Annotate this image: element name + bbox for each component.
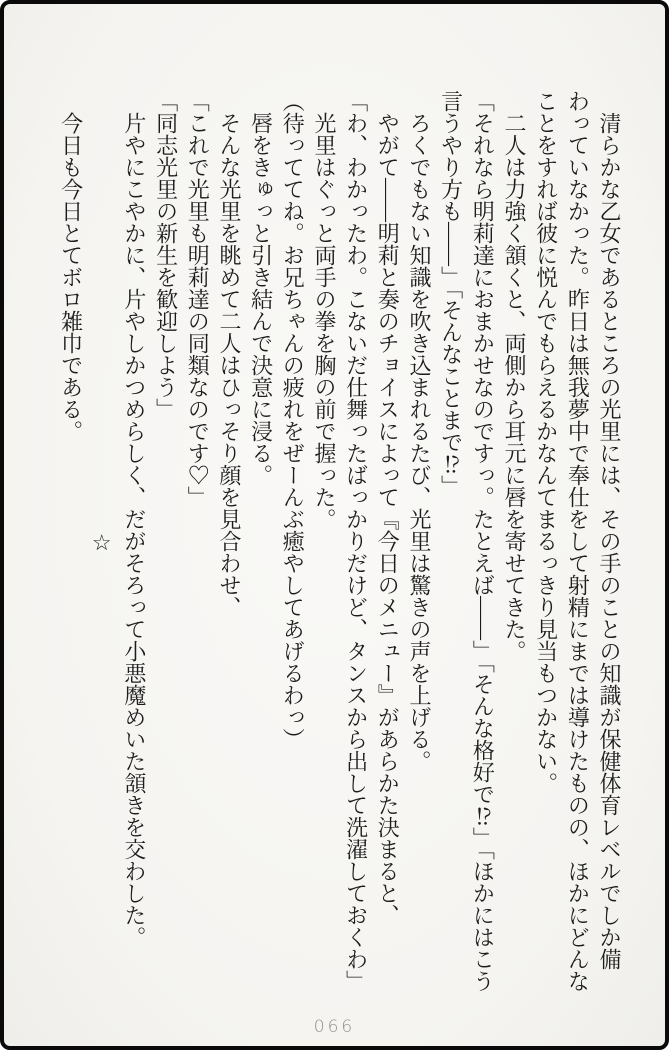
page-text bbox=[47, 90, 625, 996]
paragraph: 二人は力強く頷くと、両側から耳元に唇を寄せてきた。 bbox=[501, 112, 527, 662]
paragraph: （待っててね。お兄ちゃんの疲れをぜーんぶ癒やしてあげるわっ） bbox=[280, 90, 306, 750]
page-number: 066 bbox=[313, 1017, 356, 1037]
paragraph: 唇をきゅっと引き結んで決意に浸る。 bbox=[248, 112, 274, 486]
scene-break-star: ☆ bbox=[90, 530, 116, 556]
paragraph: そんな光里を眺めて二人はひっそり顔を見合わせ、 bbox=[216, 112, 242, 618]
paragraph: 今日も今日とてボロ雑巾である。 bbox=[58, 112, 84, 442]
paragraph: やがて――明莉と奏のチョイスによって『今日のメニュー』があらかた決まると、 bbox=[375, 112, 401, 926]
paragraph: 「それなら明莉達におまかせなのですっ。たとえば――」「そんな格好で⁉」「ほかにはこう言うやり方も――」「そんなことまで⁉」 bbox=[438, 90, 496, 992]
paragraph: ろくでもない知識を吹き込まれるたび、光里は驚きの声を上げる。 bbox=[406, 112, 432, 772]
paragraph: 「同志光里の新生を歓迎しよう」 bbox=[153, 90, 179, 420]
paragraph: 「これで光里も明莉達の同類なのです♡」 bbox=[185, 90, 211, 508]
paragraph: 光里はぐっと両手の拳を胸の前で握った。 bbox=[311, 112, 337, 530]
paragraph: 「わ、わかったわ。こないだ仕舞ったばっかりだけど、タンスから出して洗濯しておくわ」 bbox=[343, 90, 369, 992]
paragraph: 清らかな乙女であるところの光里には、その手のことの知識が保健体育レベルでしか備わっていなかった。昨日は無我夢中で奉仕をして射精にまでは導けたものの、ほかにどんなことをすれば彼に悦んでもらえるかなんてまるっきり見当もつかない。 bbox=[533, 90, 622, 992]
paragraph: 片やにこやかに、片やしかつめらしく、だがそろって小悪魔めいた頷きを交わした。 bbox=[121, 112, 147, 948]
